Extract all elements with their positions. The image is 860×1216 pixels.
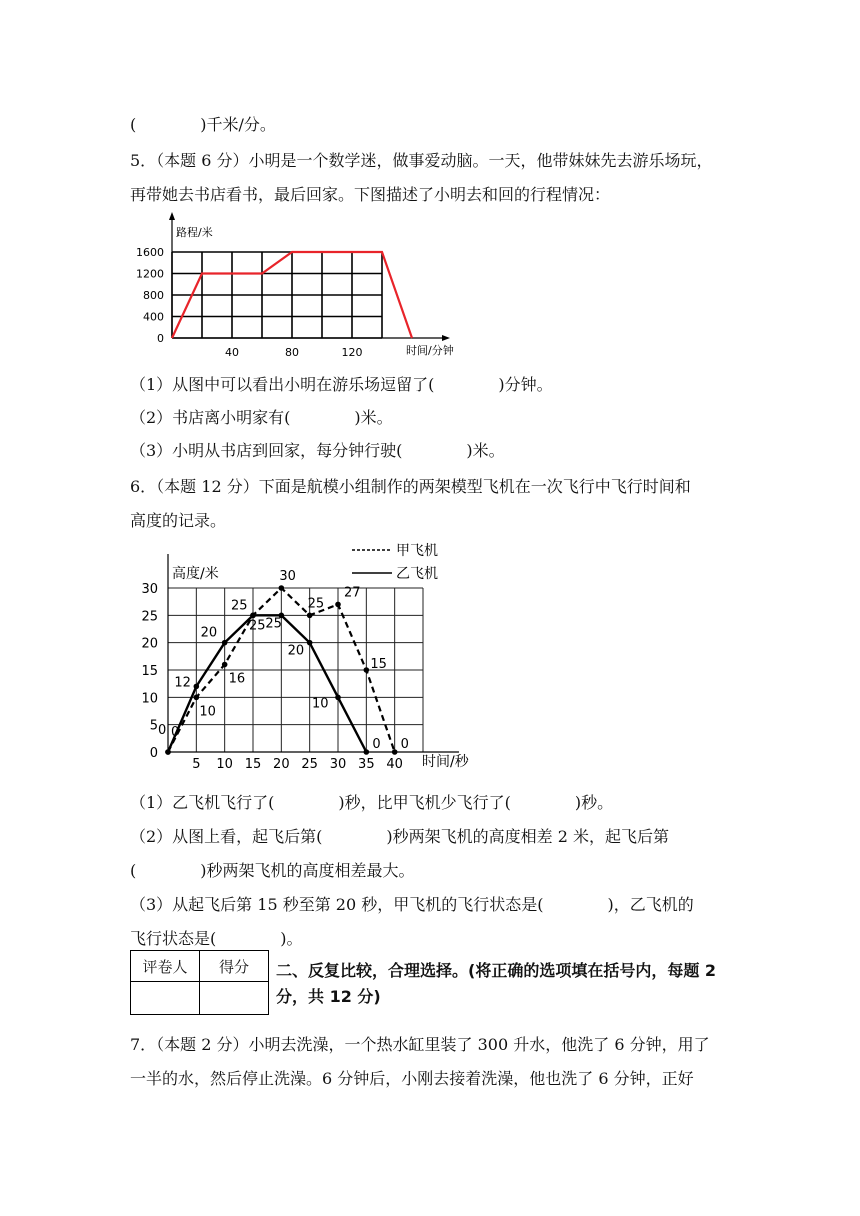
chart1-y-tick: 1200	[136, 267, 164, 281]
reviewer-header: 评卷人	[131, 951, 200, 982]
question-7-line-2: 一半的水，然后停止洗澡。6 分钟后，小刚去接着洗澡，他也洗了 6 分钟，正好	[130, 1069, 694, 1088]
chart2-y-tick: 0	[149, 746, 158, 761]
jia-data-label: 10	[199, 704, 216, 720]
question-5-part-2: （2）书店离小明家有( )米。	[130, 408, 393, 427]
chart2-x-tick: 25	[301, 757, 318, 772]
answer-blank-line: ( )千米/分。	[130, 115, 276, 134]
legend-yi-label: 乙飞机	[396, 566, 438, 582]
chart1-x-tick: 80	[285, 346, 299, 359]
chart2-x-tick: 30	[329, 757, 347, 772]
jia-data-label: 0	[400, 737, 409, 752]
question-5-part-1: （1）从图中可以看出小明在游乐场逗留了( )分钟。	[130, 375, 553, 394]
score-header: 得分	[200, 951, 269, 982]
chart1-x-tick: 40	[225, 346, 239, 359]
chart1-y-tick: 800	[143, 289, 164, 302]
chart2-x-tick: 5	[192, 757, 201, 772]
chart1-x-axis-label: 时间/分钟	[406, 344, 454, 357]
chart2-y-tick: 20	[141, 636, 158, 652]
chart2-y-tick: 10	[141, 691, 158, 707]
chart2-x-tick: 35	[358, 757, 375, 772]
chart1-y-tick: 400	[143, 310, 164, 324]
yi-point	[222, 640, 228, 646]
jia-data-label: 0	[171, 725, 180, 740]
plane-height-chart	[130, 536, 480, 776]
question-6-part-3a: （3）从起飞后第 15 秒至第 20 秒，甲飞机的飞行状态是( )，乙飞机的	[130, 895, 694, 914]
question-7-line-1: 7．（本题 2 分）小明去洗澡，一个热水缸里装了 300 升水，他洗了 6 分钟，用了	[130, 1035, 710, 1054]
question-6-part-3b: 飞行状态是( )。	[130, 929, 303, 948]
chart2-x-axis-label: 时间/秒	[422, 754, 469, 770]
chart2-y-axis-label: 高度/米	[172, 566, 219, 582]
yi-data-label: 12	[174, 675, 191, 691]
question-6-line-1: 6．（本题 12 分）下面是航模小组制作的两架模型飞机在一次飞行中飞行时间和	[130, 477, 691, 496]
reviewer-cell	[131, 982, 200, 1015]
question-5-line-1: 5．（本题 6 分）小明是一个数学迷，做事爱动脑。一天，他带妹妹先去游乐场玩，	[130, 151, 713, 170]
chart2-y-tick: 15	[141, 664, 158, 679]
jia-point	[392, 749, 398, 755]
score-cell	[200, 982, 269, 1015]
question-6-line-2: 高度的记录。	[130, 511, 227, 530]
yi-data-label: 20	[200, 625, 218, 641]
yi-data-label: 25	[249, 618, 266, 634]
yi-data-label: 20	[287, 643, 305, 659]
distance-time-chart	[130, 212, 470, 362]
chart1-x-tick: 120	[341, 346, 363, 359]
jia-data-label: 25	[307, 596, 325, 612]
jia-data-label: 27	[344, 585, 361, 601]
yi-point	[307, 640, 313, 646]
chart1-y-axis-label: 路程/米	[176, 226, 213, 239]
jia-data-label: 30	[279, 569, 296, 584]
chart1-x-arrow	[442, 335, 450, 341]
yi-point	[194, 684, 200, 690]
yi-data-label: 25	[265, 616, 282, 632]
jia-point	[222, 662, 228, 668]
question-5-part-3: （3）小明从书店到回家，每分钟行驶( )米。	[130, 441, 505, 460]
yi-series-line	[168, 615, 366, 752]
question-5-line-2: 再带她去书店看书，最后回家。下图描述了小明去和回的行程情况：	[130, 185, 611, 204]
jia-point	[307, 613, 313, 619]
yi-point	[165, 749, 171, 755]
chart2-x-tick: 20	[273, 757, 290, 772]
chart2-y-tick: 30	[141, 582, 158, 597]
jia-point	[194, 695, 200, 701]
chart2-x-tick: 10	[216, 757, 233, 772]
yi-point	[364, 749, 370, 755]
yi-data-label: 10	[312, 696, 329, 712]
jia-point	[364, 667, 370, 673]
section-2-title: 二、反复比较，合理选择。(将正确的选项填在括号内，每题 2 分，共 12 分)	[276, 961, 717, 1006]
question-6-part-2b: ( )秒两架飞机的高度相差最大。	[130, 861, 415, 880]
jia-data-label: 25	[231, 598, 248, 614]
chart1-y-arrow	[169, 212, 175, 220]
jia-data-label: 16	[228, 671, 246, 687]
question-6-part-2a: （2）从图上看，起飞后第( )秒两架飞机的高度相差 2 米，起飞后第	[130, 827, 670, 846]
yi-data-label: 0	[158, 723, 167, 738]
jia-point	[335, 602, 341, 608]
jia-point	[279, 585, 285, 591]
legend-jia-label: 甲飞机	[396, 543, 438, 559]
chart1-y-tick: 0	[157, 332, 164, 345]
yi-point	[250, 613, 256, 619]
chart1-y-tick: 1600	[136, 246, 164, 259]
question-6-part-1: （1）乙飞机飞行了( )秒，比甲飞机少飞行了( )秒。	[130, 793, 614, 812]
yi-data-label: 0	[372, 737, 381, 752]
jia-data-label: 15	[370, 657, 387, 672]
yi-point	[335, 695, 341, 701]
chart2-x-tick: 15	[244, 757, 262, 772]
chart2-y-tick: 5	[149, 718, 158, 734]
chart2-x-tick: 40	[386, 757, 403, 772]
score-table	[130, 950, 269, 1015]
chart2-y-tick: 25	[141, 609, 158, 625]
